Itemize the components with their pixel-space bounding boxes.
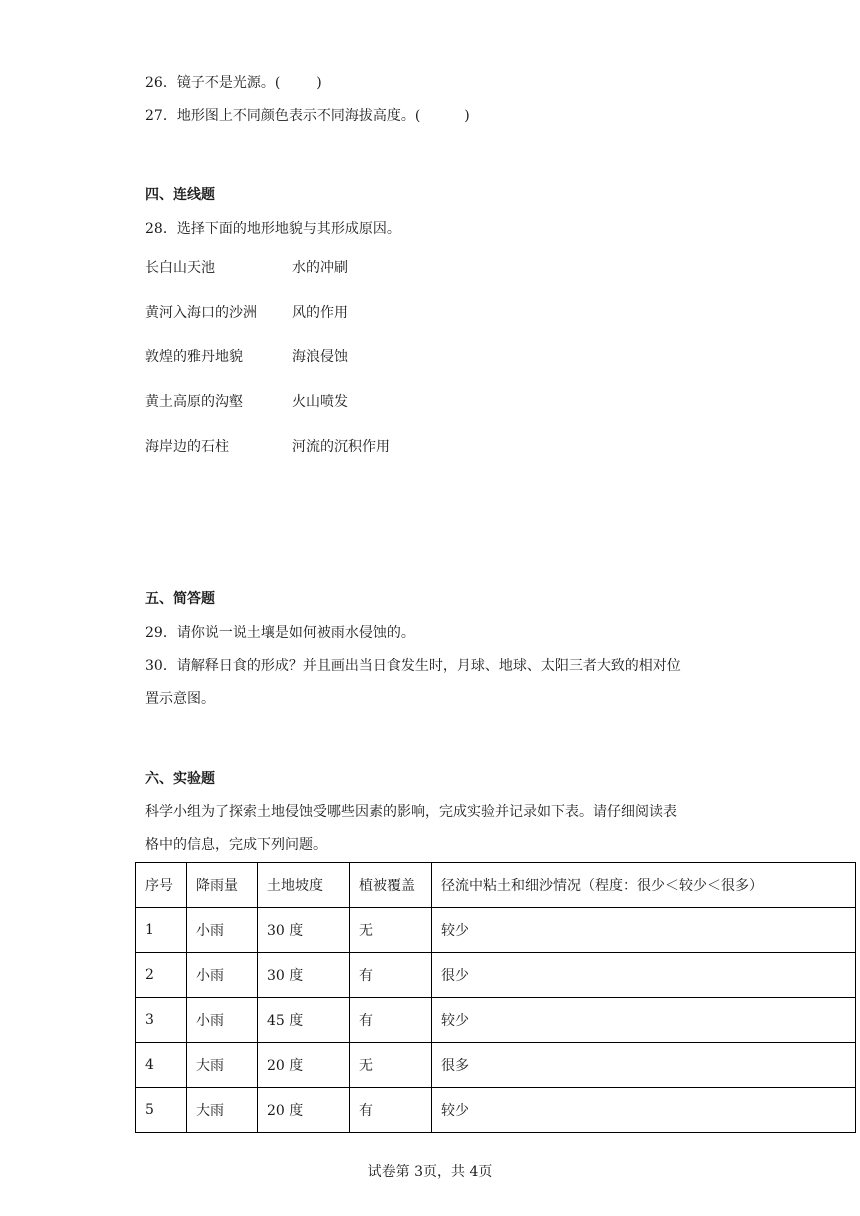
table-cell: 较少 (432, 908, 856, 953)
table-cell: 较少 (432, 1088, 856, 1133)
matching-right-item: 河流的沉积作用 (292, 439, 390, 455)
table-cell: 大雨 (187, 1043, 258, 1088)
question-27-text: 27．地形图上不同颜色表示不同海拔高度。( (145, 108, 421, 124)
experiment-intro-line-1: 科学小组为了探索土地侵蚀受哪些因素的影响，完成实验并记录如下表。请仔细阅读表 (145, 804, 677, 820)
table-header-row (136, 863, 856, 908)
table-cell: 3 (136, 998, 187, 1043)
table-row (136, 908, 856, 953)
table-cell: 1 (136, 908, 187, 953)
matching-left-item: 敦煌的雅丹地貌 (145, 349, 243, 365)
question-26 (145, 73, 322, 93)
question-30-line-1: 30．请解释日食的形成？并且画出当日食发生时，月球、地球、太阳三者大致的相对位 (145, 658, 681, 674)
table-cell: 很少 (432, 953, 856, 998)
table-cell: 30 度 (258, 953, 350, 998)
page-footer: 试卷第 3页，共 4页 (367, 1164, 493, 1180)
question-30-line-2: 置示意图。 (145, 691, 215, 707)
table-row (136, 1088, 856, 1133)
question-26-close: ) (316, 75, 322, 91)
matching-left-item: 黄河入海口的沙洲 (145, 305, 257, 321)
question-28: 28．选择下面的地形地貌与其形成原因。 (145, 221, 401, 237)
section-5-title: 五、简答题 (145, 591, 215, 607)
matching-left-item: 黄土高原的沟壑 (145, 394, 243, 410)
matching-left-item: 长白山天池 (145, 260, 215, 276)
table-cell: 45 度 (258, 998, 350, 1043)
table-cell: 无 (350, 908, 432, 953)
table-header-cell: 序号 (136, 863, 187, 908)
section-4-title: 四、连线题 (145, 187, 215, 203)
question-27 (145, 106, 470, 126)
matching-left-item: 海岸边的石柱 (145, 439, 229, 455)
table-cell: 5 (136, 1088, 187, 1133)
table-row (136, 953, 856, 998)
experiment-table (135, 862, 856, 1133)
table-cell: 较少 (432, 998, 856, 1043)
experiment-intro-line-2: 格中的信息，完成下列问题。 (145, 837, 327, 853)
table-cell: 4 (136, 1043, 187, 1088)
matching-right-item: 水的冲刷 (292, 260, 348, 276)
matching-right-item: 海浪侵蚀 (292, 349, 348, 365)
table-header-cell: 植被覆盖 (350, 863, 432, 908)
table-cell: 30 度 (258, 908, 350, 953)
section-6-title: 六、实验题 (145, 771, 215, 787)
question-29: 29．请你说一说土壤是如何被雨水侵蚀的。 (145, 625, 415, 641)
question-26-text: 26．镜子不是光源。( (145, 75, 281, 91)
table-header-cell: 径流中粘土和细沙情况（程度：很少＜较少＜很多） (432, 863, 856, 908)
table-cell: 有 (350, 953, 432, 998)
table-cell: 小雨 (187, 953, 258, 998)
table-cell: 小雨 (187, 908, 258, 953)
matching-right-item: 火山喷发 (292, 394, 348, 410)
table-cell: 有 (350, 998, 432, 1043)
table-row (136, 998, 856, 1043)
table-cell: 有 (350, 1088, 432, 1133)
question-27-close: ) (464, 108, 470, 124)
table-cell: 20 度 (258, 1043, 350, 1088)
table-cell: 20 度 (258, 1088, 350, 1133)
table-cell: 2 (136, 953, 187, 998)
table-header-cell: 土地坡度 (258, 863, 350, 908)
table-cell: 大雨 (187, 1088, 258, 1133)
matching-right-item: 风的作用 (292, 305, 348, 321)
table-row (136, 1043, 856, 1088)
table-header-cell: 降雨量 (187, 863, 258, 908)
table-cell: 无 (350, 1043, 432, 1088)
table-cell: 小雨 (187, 998, 258, 1043)
table-cell: 很多 (432, 1043, 856, 1088)
